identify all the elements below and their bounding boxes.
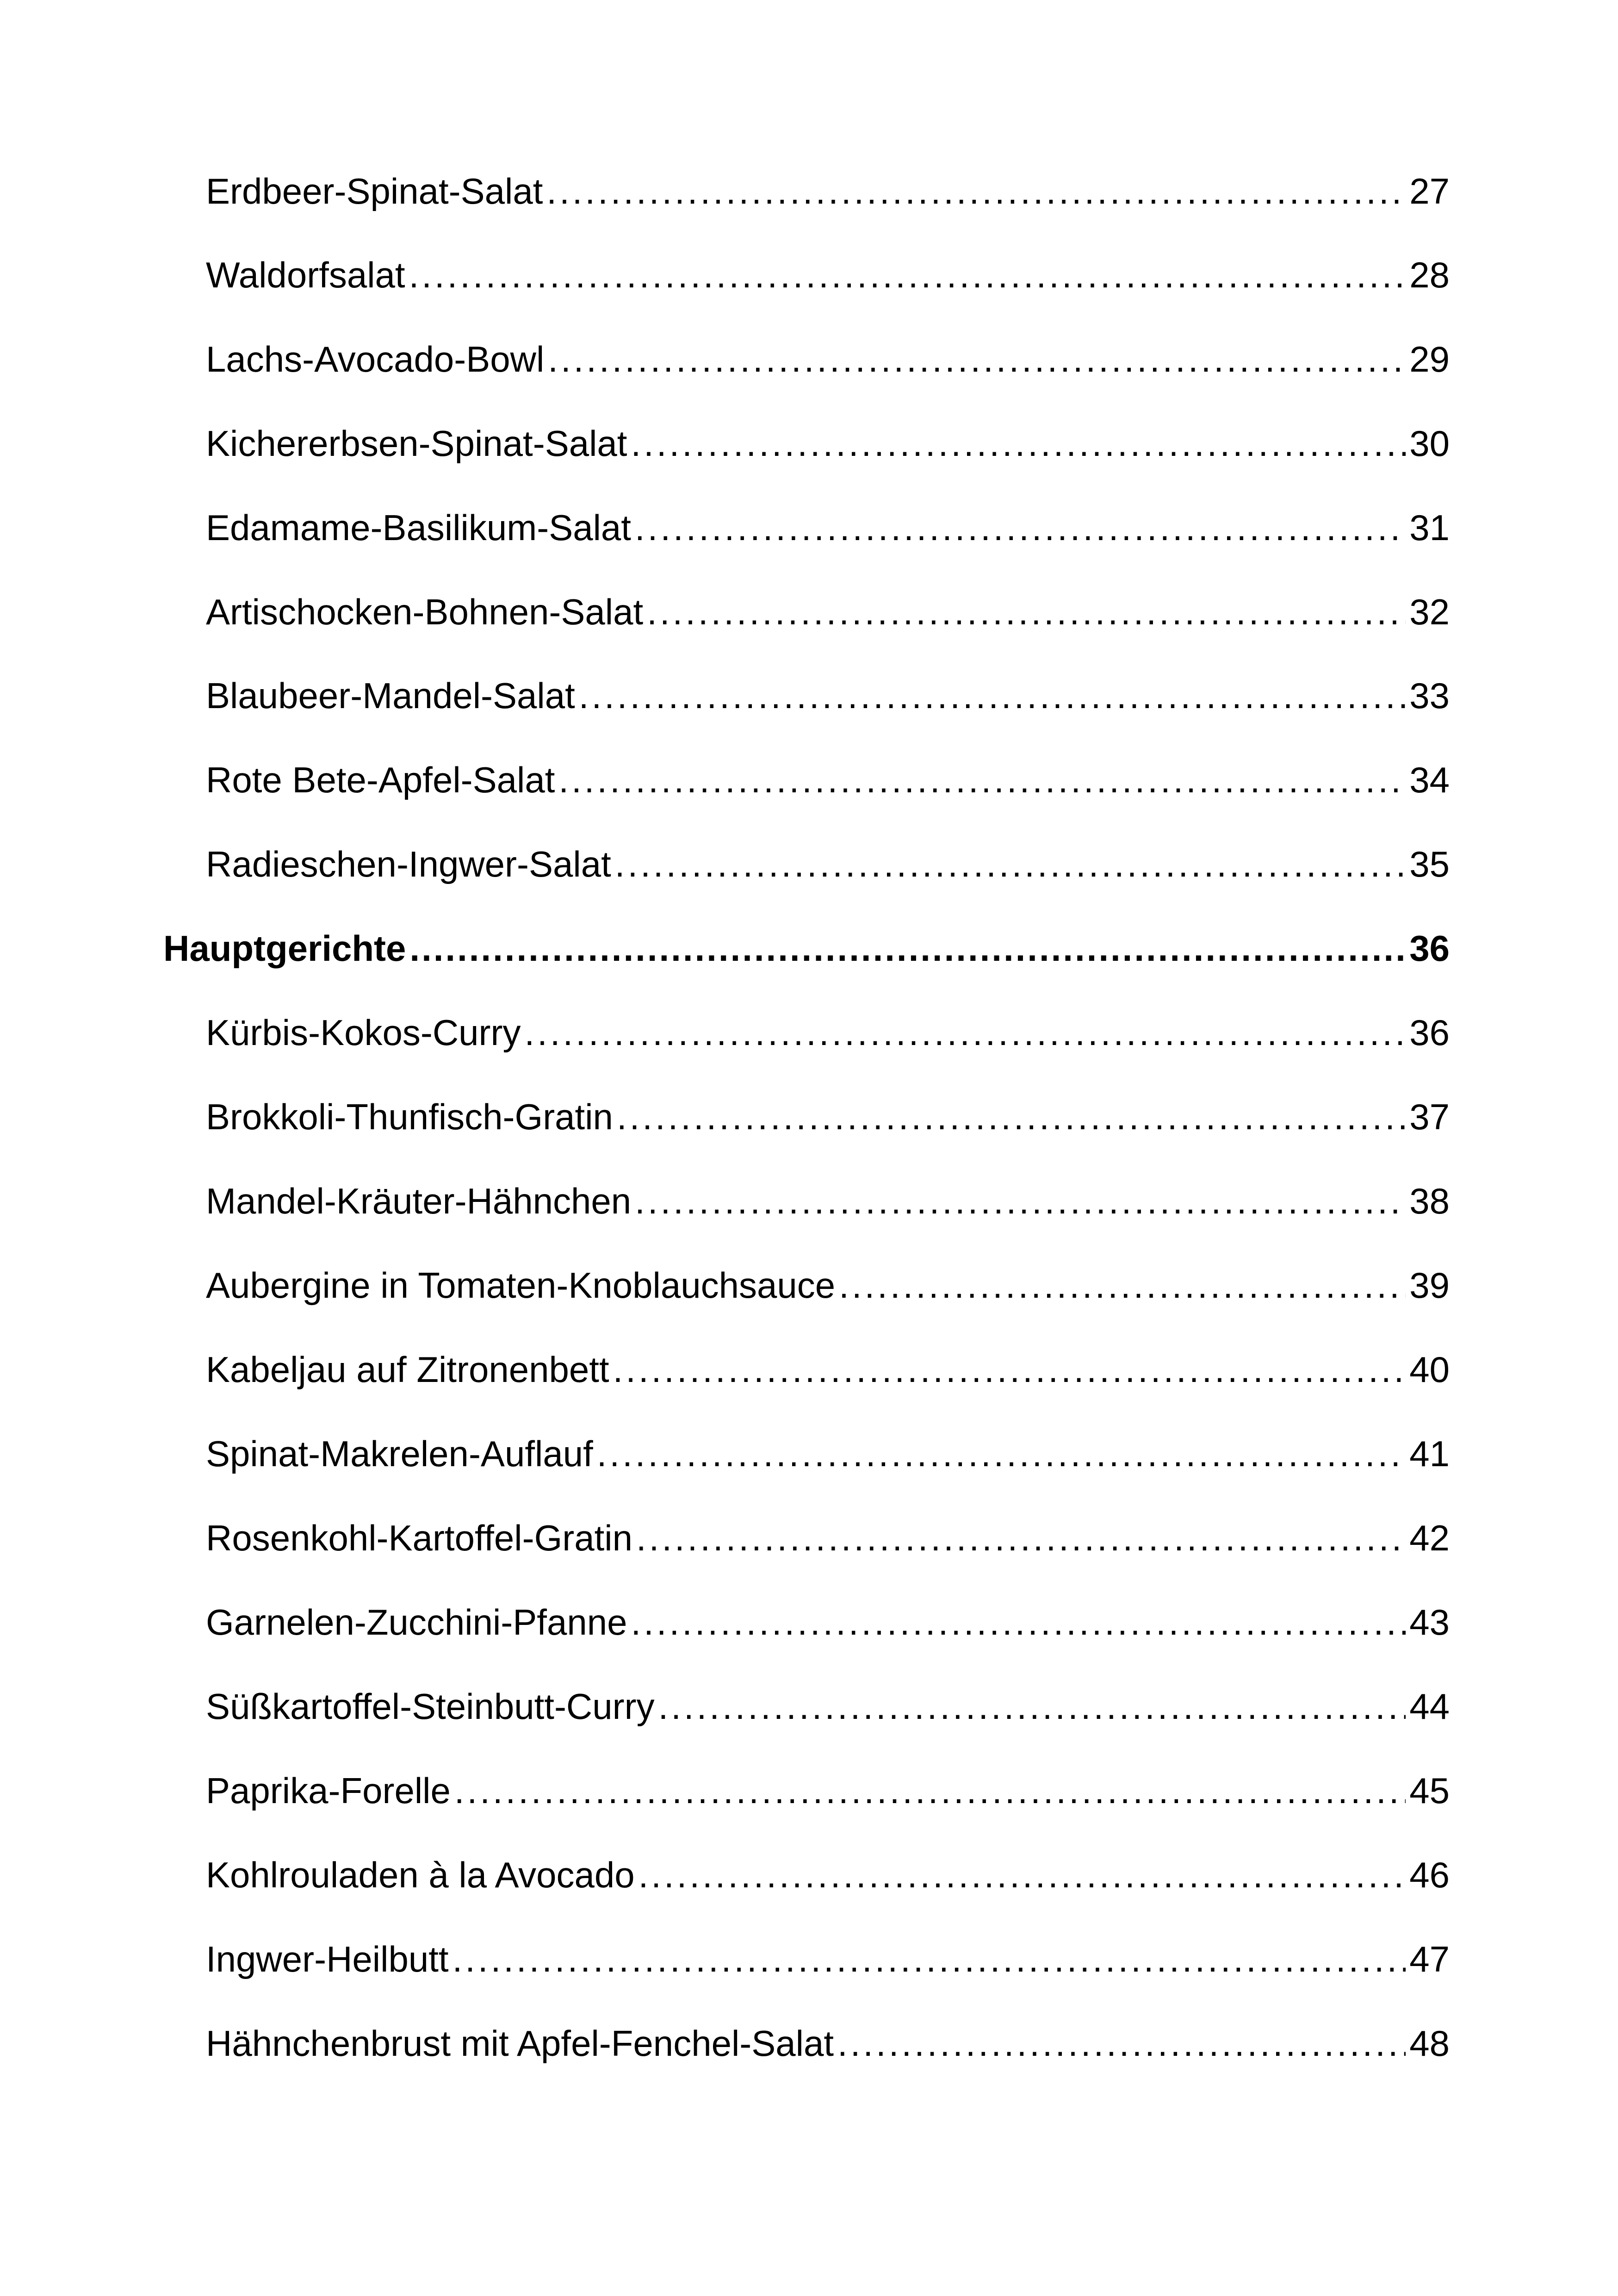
toc-entry-title: Kichererbsen-Spinat-Salat: [206, 423, 627, 464]
toc-entry-page: 39: [1409, 1265, 1450, 1306]
toc-entry-page: 42: [1409, 1518, 1450, 1558]
toc-entry[interactable]: [206, 1005, 1450, 1060]
toc-entry-title: Brokkoli-Thunfisch-Gratin: [206, 1096, 613, 1137]
toc-entry-page: 28: [1409, 255, 1450, 295]
toc-entry-title: Mandel-Kräuter-Hähnchen: [206, 1181, 632, 1221]
toc-entry[interactable]: [206, 163, 1450, 219]
toc-entry-title: Lachs-Avocado-Bowl: [206, 339, 545, 380]
toc-entry-page: 36: [1409, 1012, 1450, 1053]
toc-entry[interactable]: [206, 247, 1450, 303]
toc-entry-title: Spinat-Makrelen-Auflauf: [206, 1433, 593, 1474]
toc-entry-title: Erdbeer-Spinat-Salat: [206, 171, 543, 212]
toc-entry-title: Blaubeer-Mandel-Salat: [206, 675, 575, 716]
toc-entry-title: Kohlrouladen à la Avocado: [206, 1854, 635, 1895]
toc-entry[interactable]: [206, 1763, 1450, 1818]
toc-entry-title: Kürbis-Kokos-Curry: [206, 1012, 521, 1053]
toc-entry-page: 46: [1409, 1854, 1450, 1895]
toc-dot-leader: [524, 1005, 1406, 1060]
toc-entry-page: 27: [1409, 171, 1450, 212]
toc-entry-page: 32: [1409, 591, 1450, 632]
toc-entry[interactable]: [206, 500, 1450, 555]
toc-entry[interactable]: [206, 1173, 1450, 1229]
toc-entry-title: Kabeljau auf Zitronenbett: [206, 1349, 609, 1390]
toc-entry-page: 29: [1409, 339, 1450, 380]
toc-dot-leader: [409, 247, 1406, 303]
toc-entry-page: 38: [1409, 1181, 1450, 1221]
toc-entry-title: Paprika-Forelle: [206, 1770, 451, 1811]
toc-dot-leader: [546, 163, 1406, 219]
toc-entry[interactable]: [206, 1847, 1450, 1903]
toc-entry[interactable]: [206, 1931, 1450, 1987]
toc-dot-leader: [639, 1847, 1406, 1903]
toc-entry-title: Ingwer-Heilbutt: [206, 1939, 449, 1979]
toc-chapter-title: Hauptgerichte: [163, 928, 406, 969]
toc-entry-page: 47: [1409, 1939, 1450, 1979]
toc-dot-leader: [631, 1594, 1406, 1650]
toc-entry-page: 43: [1409, 1602, 1450, 1643]
toc-entry-title: Waldorfsalat: [206, 255, 405, 295]
toc-dot-leader: [613, 1342, 1406, 1397]
toc-dot-leader: [631, 416, 1406, 471]
toc-dot-leader: [597, 1426, 1406, 1481]
toc-entry-title: Rote Bete-Apfel-Salat: [206, 759, 555, 800]
toc-chapter-page: 36: [1409, 928, 1450, 969]
toc-dot-leader: [617, 1089, 1406, 1145]
toc-entry-title: Radieschen-Ingwer-Salat: [206, 844, 611, 884]
toc-dot-leader: [409, 921, 1406, 976]
toc-entry[interactable]: [206, 836, 1450, 892]
toc-dot-leader: [636, 1510, 1406, 1566]
toc-entry[interactable]: [206, 1679, 1450, 1734]
toc-entry-page: 44: [1409, 1686, 1450, 1727]
toc-entry[interactable]: [206, 2016, 1450, 2071]
toc-dot-leader: [658, 1679, 1406, 1734]
toc-dot-leader: [453, 1931, 1406, 1987]
toc-entry[interactable]: [206, 752, 1450, 808]
toc-entry-page: 40: [1409, 1349, 1450, 1390]
toc-dot-leader: [615, 836, 1406, 892]
toc-entry-page: 30: [1409, 423, 1450, 464]
toc-dot-leader: [454, 1763, 1406, 1818]
toc-entry[interactable]: [206, 1510, 1450, 1566]
toc-entry-page: 41: [1409, 1433, 1450, 1474]
toc-dot-leader: [647, 584, 1406, 640]
toc-dot-leader: [579, 668, 1406, 723]
toc-dot-leader: [635, 1173, 1406, 1229]
toc-entry[interactable]: [206, 1342, 1450, 1397]
toc-entry-title: Rosenkohl-Kartoffel-Gratin: [206, 1518, 632, 1558]
toc-dot-leader: [839, 1257, 1406, 1313]
toc-entry-title: Aubergine in Tomaten-Knoblauchsauce: [206, 1265, 836, 1306]
toc-entry-title: Garnelen-Zucchini-Pfanne: [206, 1602, 627, 1643]
toc-dot-leader: [548, 331, 1406, 387]
toc-entry-page: 33: [1409, 675, 1450, 716]
toc-entry[interactable]: [206, 1257, 1450, 1313]
toc-entry[interactable]: [206, 1426, 1450, 1481]
toc-dot-leader: [635, 500, 1406, 555]
toc-entry-title: Edamame-Basilikum-Salat: [206, 507, 631, 548]
toc-entry[interactable]: [206, 331, 1450, 387]
toc-entry-page: 37: [1409, 1096, 1450, 1137]
toc-entry-page: 31: [1409, 507, 1450, 548]
toc-dot-leader: [558, 752, 1406, 808]
toc-dot-leader: [837, 2016, 1406, 2071]
toc-entry-title: Hähnchenbrust mit Apfel-Fenchel-Salat: [206, 2023, 834, 2064]
toc-entry-page: 34: [1409, 759, 1450, 800]
toc-entry[interactable]: [206, 584, 1450, 640]
toc-entry[interactable]: [206, 1089, 1450, 1145]
toc-chapter-entry[interactable]: [163, 921, 1450, 976]
toc-entry-page: 45: [1409, 1770, 1450, 1811]
toc-entry[interactable]: [206, 1594, 1450, 1650]
toc-entry[interactable]: [206, 416, 1450, 471]
toc-entry-title: Artischocken-Bohnen-Salat: [206, 591, 644, 632]
toc-entry-title: Süßkartoffel-Steinbutt-Curry: [206, 1686, 655, 1727]
toc-entry-page: 35: [1409, 844, 1450, 884]
toc-entry[interactable]: [206, 668, 1450, 723]
toc-entry-page: 48: [1409, 2023, 1450, 2064]
